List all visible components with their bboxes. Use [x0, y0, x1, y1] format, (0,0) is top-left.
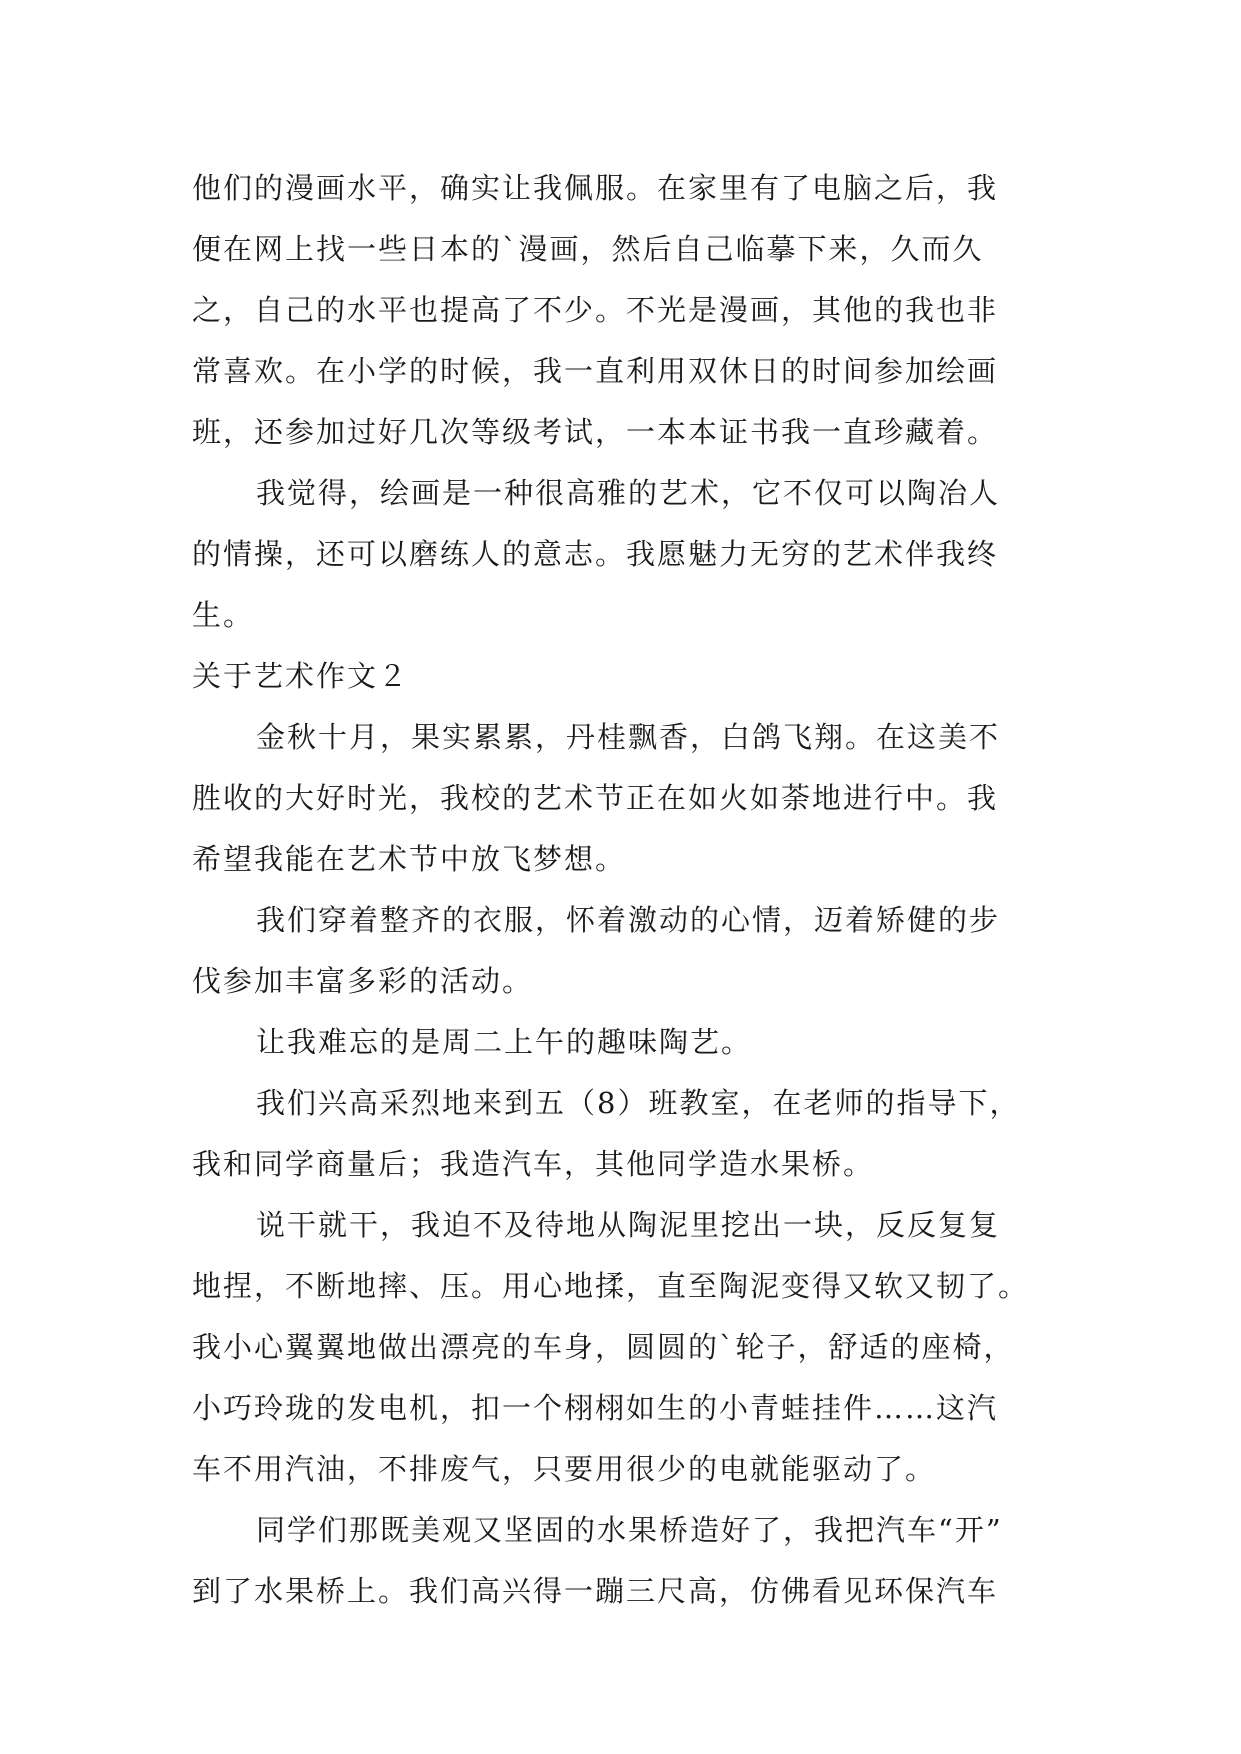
text-line: 到了水果桥上。我们高兴得一蹦三尺高，仿佛看见环保汽车: [192, 1574, 999, 1608]
text-line: 他们的漫画水平，确实让我佩服。在家里有了电脑之后，我: [192, 171, 999, 205]
text-line: 班，还参加过好几次等级考试，一本本证书我一直珍藏着。: [192, 415, 999, 449]
text-line: 我们穿着整齐的衣服，怀着激动的心情，迈着矫健的步: [256, 903, 1001, 937]
text-line: 我觉得，绘画是一种很高雅的艺术，它不仅可以陶冶人: [256, 476, 1001, 510]
text-line: 的情操，还可以磨练人的意志。我愿魅力无穷的艺术伴我终: [192, 537, 999, 571]
text-line: 关于艺术作文２: [192, 659, 410, 693]
text-line: 胜收的大好时光，我校的艺术节正在如火如荼地进行中。我: [192, 781, 999, 815]
text-line: 之，自己的水平也提高了不少。不光是漫画，其他的我也非: [192, 293, 999, 327]
text-line: 伐参加丰富多彩的活动。: [192, 964, 534, 998]
text-line: 我们兴高采烈地来到五（8）班教室，在老师的指导下，: [256, 1086, 1021, 1120]
text-line: 地捏，不断地摔、压。用心地揉，直至陶泥变得又软又韧了。: [192, 1269, 1030, 1303]
text-line: 车不用汽油，不排废气，只要用很少的电就能驱动了。: [192, 1452, 937, 1486]
text-line: 同学们那既美观又坚固的水果桥造好了，我把汽车“开”: [256, 1513, 1003, 1547]
text-line: 金秋十月，果实累累，丹桂飘香，白鸽飞翔。在这美不: [256, 720, 1001, 754]
text-line: 让我难忘的是周二上午的趣味陶艺。: [256, 1025, 753, 1059]
text-line: 小巧玲珑的发电机，扣一个栩栩如生的小青蛙挂件……这汽: [192, 1391, 999, 1425]
text-line: 生。: [192, 598, 255, 632]
text-line: 我小心翼翼地做出漂亮的车身，圆圆的`轮子，舒适的座椅，: [192, 1330, 1015, 1364]
text-line: 常喜欢。在小学的时候，我一直利用双休日的时间参加绘画: [192, 354, 999, 388]
essay-body: [192, 158, 1062, 1622]
text-line: 希望我能在艺术节中放飞梦想。: [192, 842, 627, 876]
text-line: 我和同学商量后；我造汽车，其他同学造水果桥。: [192, 1147, 875, 1181]
text-line: 说干就干，我迫不及待地从陶泥里挖出一块，反反复复: [256, 1208, 1001, 1242]
text-line: 便在网上找一些日本的`漫画，然后自己临摹下来，久而久: [192, 232, 984, 266]
